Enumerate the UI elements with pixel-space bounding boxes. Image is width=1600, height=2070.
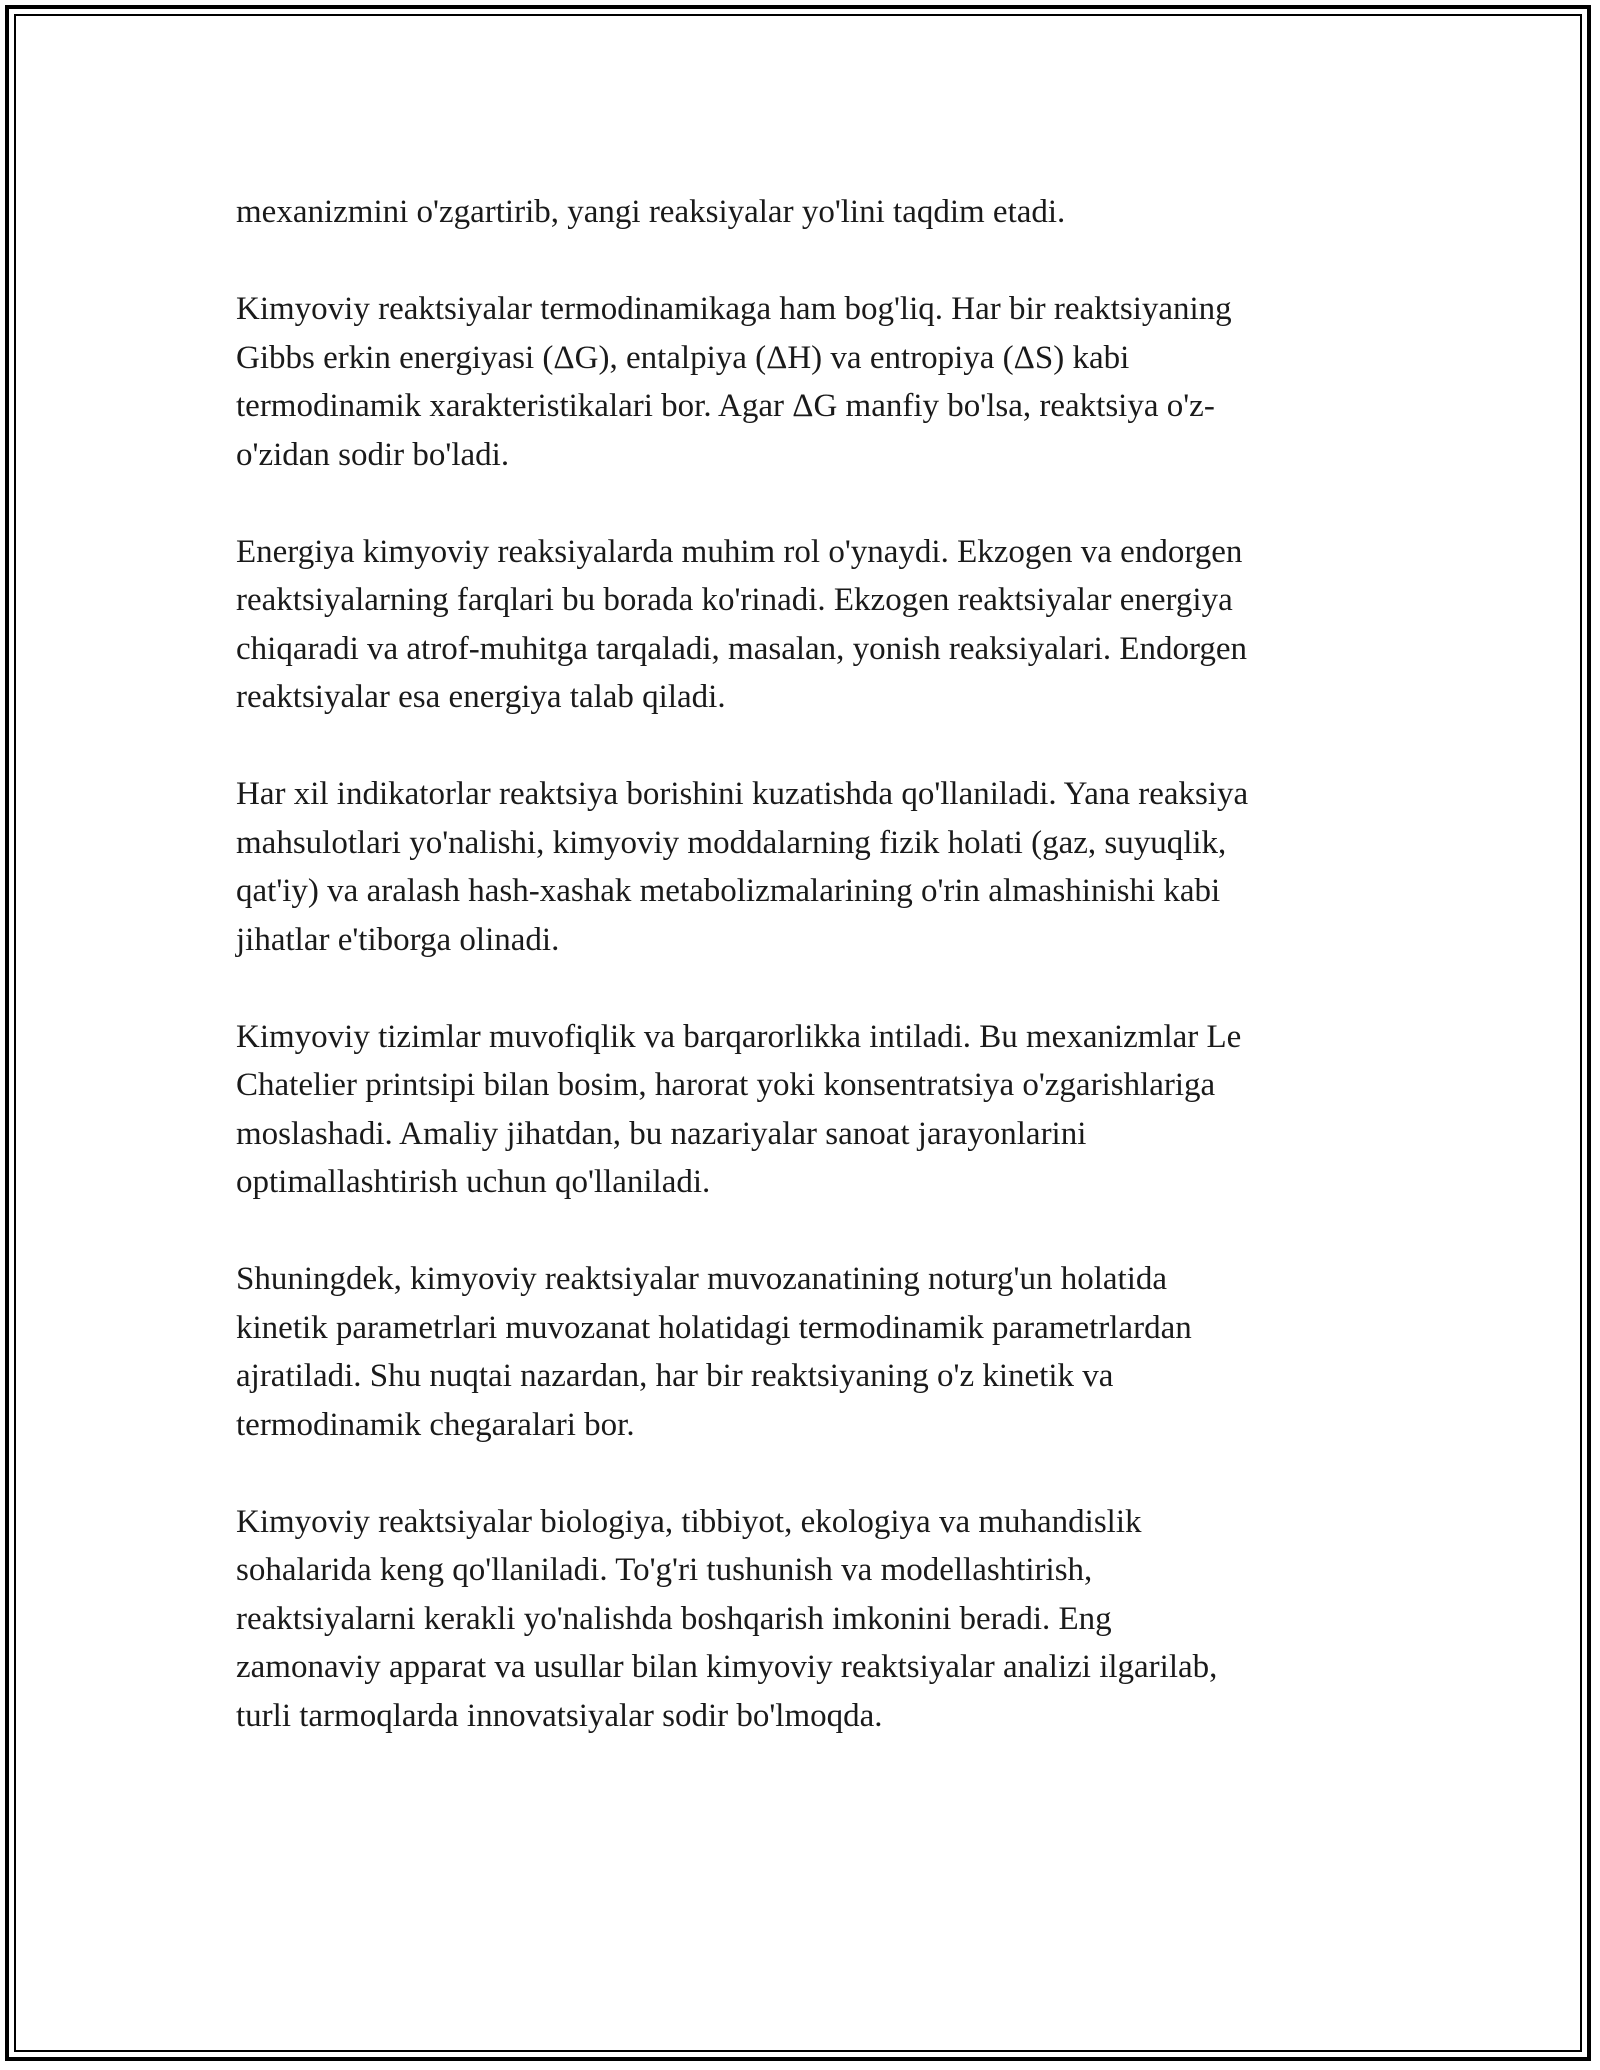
paragraph-indicators: Har xil indikatorlar reaktsiya borishini kuzatishda qo'llaniladi. Yana reaksiya mahsulotlari yo'nalishi, kimyoviy moddalarning fizik holati (gaz, suyuqlik, qat'iy) va aralash hash-xashak metabolizmalarining o'rin almashinishi kabi jihatlar e'tiborga olinadi. xyxy=(236,776,1249,958)
document-body xyxy=(236,188,1376,1789)
paragraph-continuation: mexanizmini o'zgartirib, yangi reaksiyalar yo'lini taqdim etadi. xyxy=(236,194,1066,230)
paragraph-kinetics: Shuningdek, kimyoviy reaktsiyalar muvozanatining noturg'un holatida kinetik parametrlari muvozanat holatidagi termodinamik parametrlardan ajratiladi. Shu nuqtai nazardan, har bir reaktsiyaning o'z kinetik va termodinamik chegaralari bor. xyxy=(236,1261,1192,1443)
paragraph-energy: Energiya kimyoviy reaksiyalarda muhim rol o'ynaydi. Ekzogen va endorgen reaktsiyalarning farqlari bu borada ko'rinadi. Ekzogen reaktsiyalar energiya chiqaradi va atrof-muhitga tarqaladi, masalan, yonish reaksiyalari. Endorgen reaktsiyalar esa energiya talab qiladi. xyxy=(236,533,1248,715)
paragraph-thermodynamics: Kimyoviy reaktsiyalar termodinamikaga ham bog'liq. Har bir reaktsiyaning Gibbs erkin energiyasi (ΔG), entalpiya (ΔH) va entropiya (ΔS) kabi termodinamik xarakteristikalari bor. Agar ΔG manfiy bo'lsa, reaktsiya o'z- o'zidan sodir bo'ladi. xyxy=(236,291,1232,473)
paragraph-applications: Kimyoviy reaktsiyalar biologiya, tibbiyot, ekologiya va muhandislik sohalarida keng qo'llaniladi. To'g'ri tushunish va modellashtirish, reaktsiyalarni kerakli yo'nalishda boshqarish imkonini beradi. Eng zamonaviy apparat va usullar bilan kimyoviy reaktsiyalar analizi ilgarilab, turli tarmoqlarda innovatsiyalar sodir bo'lmoqda. xyxy=(236,1503,1218,1734)
paragraph-equilibrium: Kimyoviy tizimlar muvofiqlik va barqarorlikka intiladi. Bu mexanizmlar Le Chatelier printsipi bilan bosim, harorat yoki konsentratsiya o'zgarishlariga moslashadi. Amaliy jihatdan, bu nazariyalar sanoat jarayonlarini optimallashtirish uchun qo'llaniladi. xyxy=(236,1018,1242,1200)
